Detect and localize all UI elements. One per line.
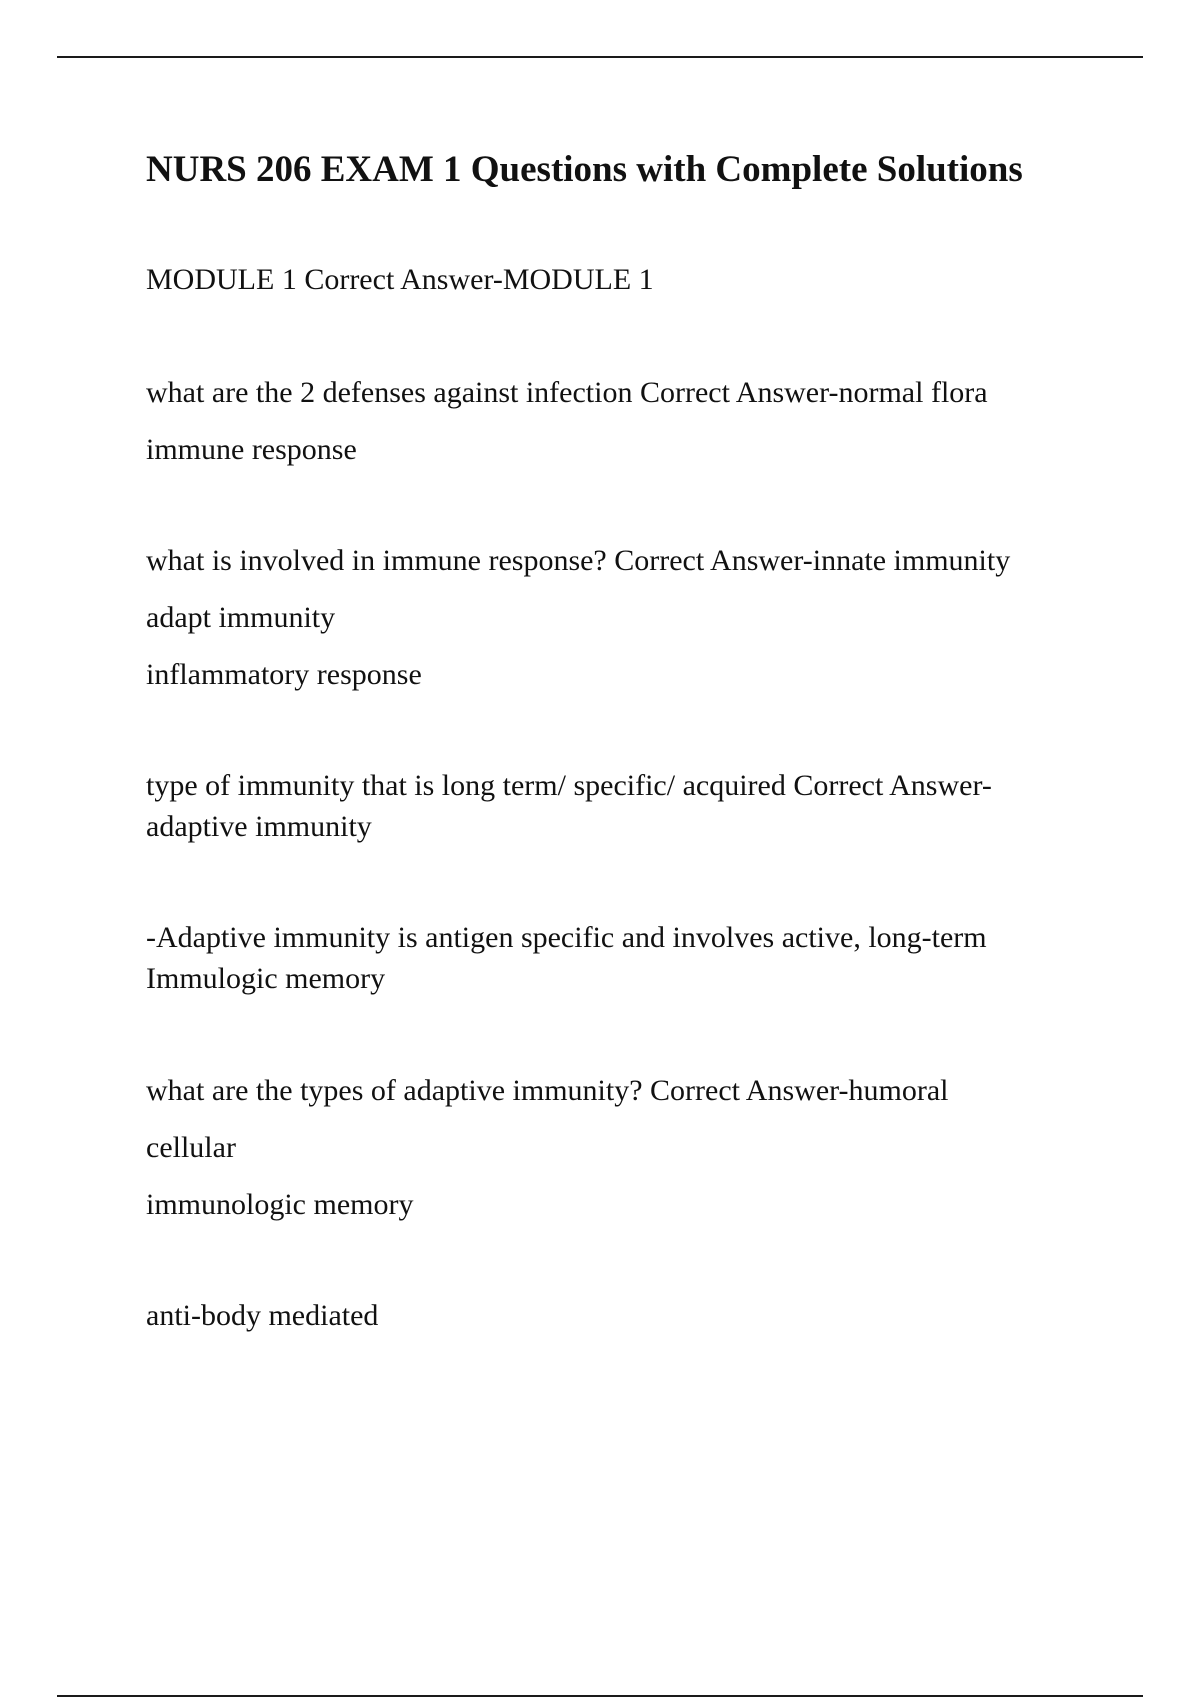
qa-line: anti-body mediated [146, 1299, 379, 1332]
bottom-divider [57, 1695, 1143, 1697]
qa-line: what are the types of adaptive immunity? Correct Answer-humoral [146, 1074, 949, 1107]
qa-line: adapt immunity [146, 601, 336, 634]
module-line: MODULE 1 Correct Answer-MODULE 1 [146, 263, 654, 296]
document-title: NURS 206 EXAM 1 Questions with Complete Solutions [146, 149, 1023, 190]
qa-line: -Adaptive immunity is antigen specific and involves active, long-term [146, 921, 987, 954]
qa-line: what are the 2 defenses against infection Correct Answer-normal flora [146, 376, 988, 409]
qa-line: what is involved in immune response? Correct Answer-innate immunity [146, 544, 1011, 577]
qa-line: inflammatory response [146, 658, 422, 691]
top-divider [57, 56, 1143, 58]
qa-line: Immulogic memory [146, 962, 386, 995]
qa-line: type of immunity that is long term/ specific/ acquired Correct Answer- [146, 769, 992, 802]
qa-line: cellular [146, 1131, 236, 1164]
qa-line: adaptive immunity [146, 810, 372, 843]
qa-line: immune response [146, 433, 357, 466]
qa-line: immunologic memory [146, 1188, 414, 1221]
